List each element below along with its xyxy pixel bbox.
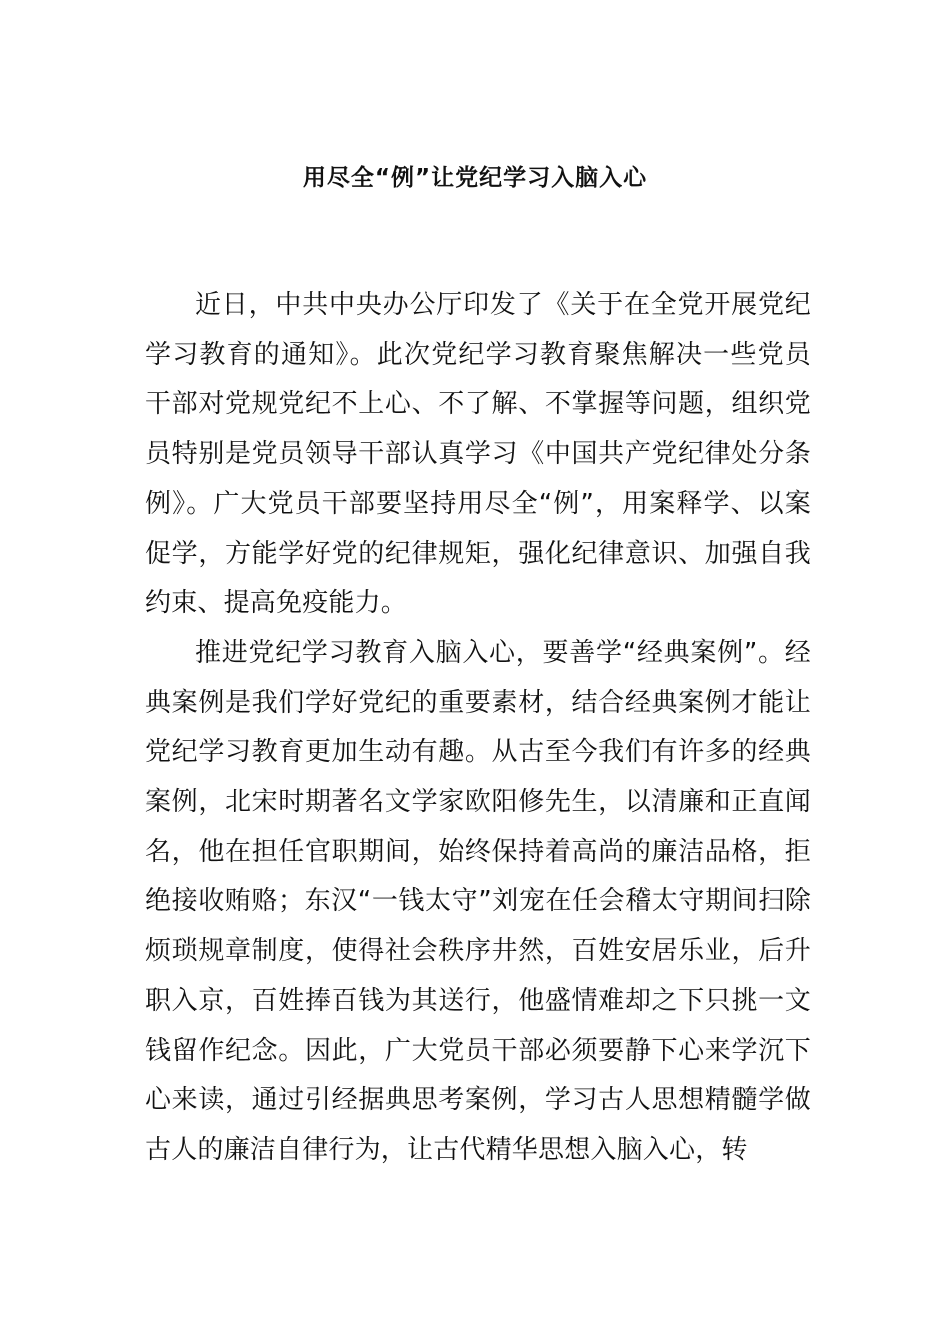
paragraph-1: 近日，中共中央办公厅印发了《关于在全党开展党纪学习教育的通知》。此次党纪学习教育聚焦解决一些党员干部对党规党纪不上心、不了解、不掌握等问题，组织党员特别是党员领导干部认真学习《中国共产党纪律处分条例》。广大党员干部要坚持用尽全“例”，用案释学、以案促学，方能学好党的纪律规矩，强化纪律意识、加强自我约束、提高免疫能力。 xyxy=(145,290,811,619)
paragraph-2: 推进党纪学习教育入脑入心，要善学“经典案例”。经典案例是我们学好党纪的重要素材，结合经典案例才能让党纪学习教育更加生动有趣。从古至今我们有许多的经典案例，北宋时期著名文学家欧阳修先生，以清廉和正直闻名，他在担任官职期间，始终保持着高尚的廉洁品格，拒绝接收贿赂；东汉“一钱太守”刘宠在任会稽太守期间扫除烦琐规章制度，使得社会秩序井然，百姓安居乐业，后升职入京，百姓捧百钱为其送行，他盛情难却之下只挑一文钱留作纪念。因此，广大党员干部必须要静下心来学沉下心来读，通过引经据典思考案例，学习古人思想精髓学做古人的廉洁自律行为，让古代精华思想入脑入心，转 xyxy=(145,637,811,1165)
document-title: 用尽全“例”让党纪学习入脑入心 xyxy=(302,165,648,191)
document-body xyxy=(145,281,811,1176)
